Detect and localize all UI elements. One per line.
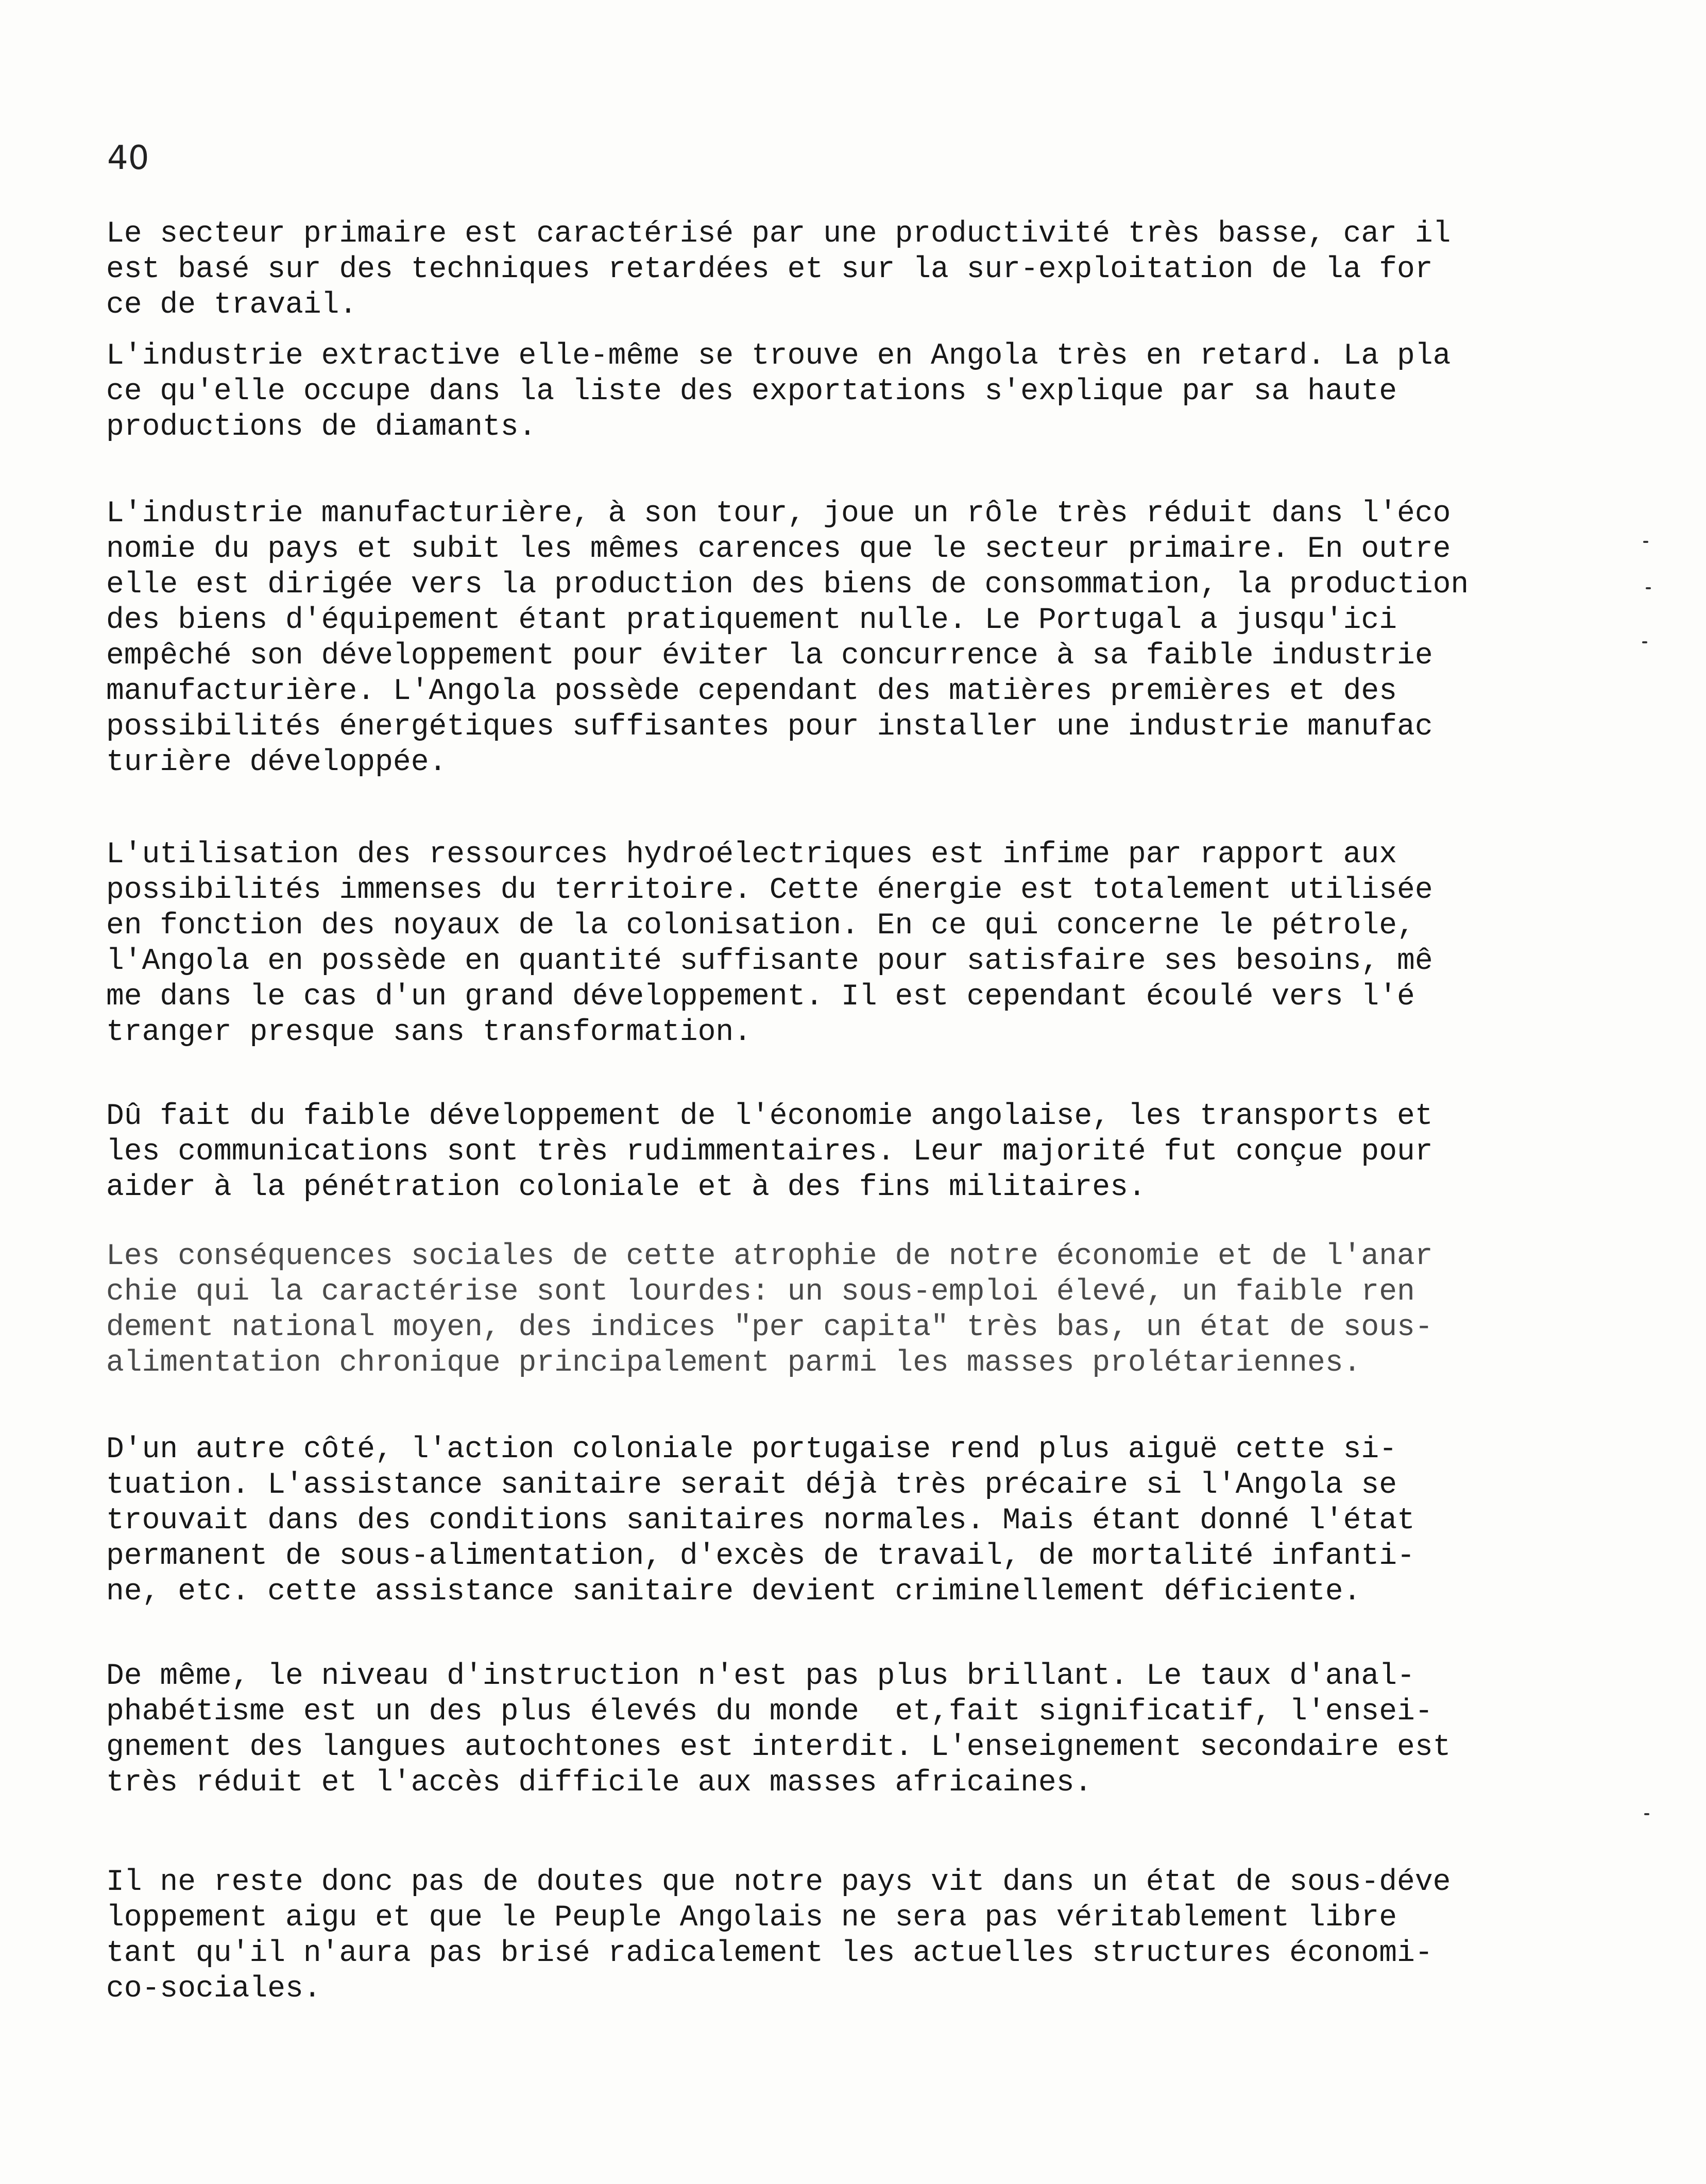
text-line: ne, etc. cette assistance sanitaire devient criminellement déficiente.: [106, 1575, 1361, 1609]
text-line: productions de diamants.: [106, 411, 537, 444]
text-line: empêché son développement pour éviter la concurrence à sa faible industrie: [106, 639, 1433, 673]
paragraph-6: [106, 1239, 1435, 1381]
text-line: L'industrie manufacturière, à son tour, joue un rôle très réduit dans l'éco: [106, 497, 1451, 531]
text-line: aider à la pénétration coloniale et à des fins militaires.: [106, 1171, 1146, 1204]
text-line: Dû fait du faible développement de l'économie angolaise, les transports et: [106, 1100, 1433, 1133]
text-line: possibilités énergétiques suffisantes pour installer une industrie manufac: [106, 710, 1433, 744]
paragraph-4: [106, 837, 1435, 1050]
text-line: L'industrie extractive elle-même se trouve en Angola très en retard. La pla: [106, 339, 1451, 373]
text-line: nomie du pays et subit les mêmes carences que le secteur primaire. En outre: [106, 533, 1451, 566]
text-line: très réduit et l'accès difficile aux masses africaines.: [106, 1766, 1093, 1800]
text-line: De même, le niveau d'instruction n'est pas plus brillant. Le taux d'anal-: [106, 1660, 1415, 1693]
text-line: D'un autre côté, l'action coloniale portugaise rend plus aiguë cette si-: [106, 1433, 1397, 1466]
text-line: trouvait dans des conditions sanitaires normales. Mais étant donné l'état: [106, 1504, 1415, 1538]
text-line: tranger presque sans transformation.: [106, 1016, 752, 1049]
text-line: alimentation chronique principalement parmi les masses prolétariennes.: [106, 1346, 1361, 1380]
text-line: Il ne reste donc pas de doutes que notre pays vit dans un état de sous-déve: [106, 1866, 1451, 1899]
text-line: me dans le cas d'un grand développement. Il est cependant écoulé vers l'é: [106, 980, 1415, 1014]
scan-speck: [1644, 1813, 1649, 1815]
text-line: dement national moyen, des indices "per capita" très bas, un état de sous-: [106, 1311, 1433, 1344]
text-line: chie qui la caractérise sont lourdes: un sous-emploi élevé, un faible ren: [106, 1275, 1415, 1309]
text-line: tant qu'il n'aura pas brisé radicalement les actuelles structures économi-: [106, 1937, 1433, 1970]
text-line: gnement des langues autochtones est interdit. L'enseignement secondaire est: [106, 1731, 1451, 1764]
scan-speck: [1642, 641, 1647, 643]
text-line: turière développée.: [106, 746, 447, 779]
text-line: ce qu'elle occupe dans la liste des exportations s'explique par sa haute: [106, 375, 1397, 408]
text-line: possibilités immenses du territoire. Cette énergie est totalement utilisée: [106, 874, 1433, 907]
paragraph-2: [106, 338, 1451, 445]
text-line: l'Angola en possède en quantité suffisante pour satisfaire ses besoins, mê: [106, 945, 1433, 978]
scan-speck: [1643, 541, 1648, 543]
text-line: phabétisme est un des plus élevés du monde et,fait significatif, l'ensei-: [106, 1695, 1433, 1729]
text-line: co-sociales.: [106, 1972, 321, 2006]
text-line: L'utilisation des ressources hydroélectriques est infime par rapport aux: [106, 838, 1397, 872]
text-line: manufacturière. L'Angola possède cependant des matières premières et des: [106, 675, 1397, 708]
paragraph-1: [106, 216, 1451, 323]
text-line: les communications sont très rudimmentaires. Leur majorité fut conçue pour: [106, 1135, 1433, 1169]
text-line: loppement aigu et que le Peuple Angolais ne sera pas véritablement libre: [106, 1901, 1397, 1935]
text-line: en fonction des noyaux de la colonisation. En ce qui concerne le pétrole,: [106, 909, 1415, 943]
text-line: elle est dirigée vers la production des biens de consommation, la production: [106, 568, 1469, 602]
text-line: tuation. L'assistance sanitaire serait déjà très précaire si l'Angola se: [106, 1469, 1397, 1502]
text-line: Les conséquences sociales de cette atrophie de notre économie et de l'anar: [106, 1240, 1433, 1273]
paragraph-3: [106, 496, 1469, 780]
text-line: des biens d'équipement étant pratiquement nulle. Le Portugal a jusqu'ici: [106, 604, 1397, 637]
page-number: 40: [107, 139, 149, 177]
paragraph-7: [106, 1432, 1435, 1610]
text-line: ce de travail.: [106, 288, 357, 322]
text-line: permanent de sous-alimentation, d'excès de travail, de mortalité infanti-: [106, 1540, 1415, 1573]
paragraph-9: [106, 1865, 1451, 2007]
text-line: Le secteur primaire est caractérisé par une productivité très basse, car il: [106, 217, 1451, 251]
scan-speck: [1646, 587, 1651, 589]
paragraph-8: [106, 1659, 1451, 1801]
paragraph-5: [106, 1099, 1435, 1205]
text-line: est basé sur des techniques retardées et sur la sur-exploitation de la for: [106, 253, 1433, 286]
